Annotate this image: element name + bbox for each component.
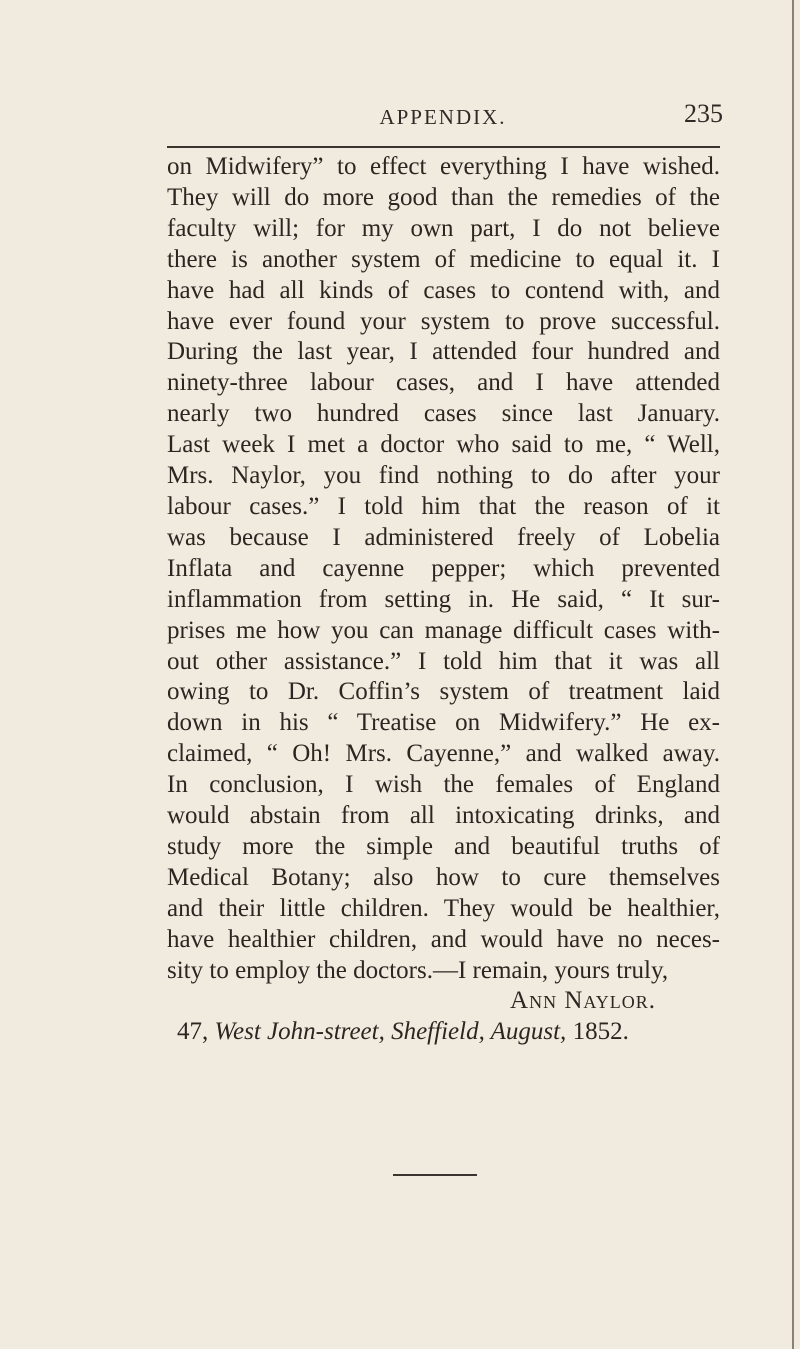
text-line: In conclusion, I wish the females of England (167, 771, 720, 799)
header-rule (167, 146, 720, 148)
page-number: 235 (684, 99, 723, 128)
address-line (167, 1017, 720, 1048)
text-line: prises me how you can manage difficult cases with- (167, 616, 720, 644)
text-line: Last week I met a doctor who said to me, “ Well, (167, 431, 720, 459)
text-line: there is another system of medicine to equal it. I (167, 245, 720, 273)
text-line: Medical Botany; also how to cure themselves (167, 863, 720, 891)
text-line: labour cases.” I told him that the reason of it (167, 492, 720, 520)
text-line: During the last year, I attended four hundred and (167, 338, 720, 366)
text-line: nearly two hundred cases since last January. (167, 400, 720, 428)
running-head: APPENDIX. (379, 105, 507, 129)
signature: Ann Naylor. (510, 987, 656, 1015)
address-year: 1852. (572, 1018, 629, 1046)
text-line: faculty will; for my own part, I do not believe (167, 214, 720, 242)
address-street: West John-street, Sheffield, August, (214, 1018, 567, 1046)
text-line: ninety-three labour cases, and I have attended (167, 369, 720, 397)
text-line: study more the simple and beautiful truths of (167, 832, 720, 860)
letter-body (167, 152, 720, 1048)
text-line: claimed, “ Oh! Mrs. Cayenne,” and walked away. (167, 740, 720, 768)
text-line: have had all kinds of cases to contend with, and (167, 276, 720, 304)
closing-rule (393, 1174, 477, 1176)
text-line: Mrs. Naylor, you find nothing to do after your (167, 462, 720, 490)
text-line: have ever found your system to prove successful. (167, 307, 720, 335)
text-line: on Midwifery” to effect everything I have wished. (167, 153, 720, 180)
text-line: was because I administered freely of Lobelia (167, 523, 720, 551)
address-number: 47, (177, 1018, 209, 1046)
text-line: would abstain from all intoxicating drinks, and (167, 802, 720, 830)
text-line: sity to employ the doctors.—I remain, yours truly, (167, 956, 669, 984)
text-line: They will do more good than the remedies of the (167, 183, 720, 211)
text-line: out other assistance.” I told him that it was all (167, 647, 720, 675)
text-line: owing to Dr. Coffin’s system of treatment laid (167, 678, 720, 706)
text-line: have healthier children, and would have no neces- (167, 925, 720, 953)
page-header (163, 99, 723, 137)
page-edge-line (792, 0, 794, 1349)
text-line: inflammation from setting in. He said, “ It sur- (167, 585, 720, 613)
text-line: and their little children. They would be healthier, (167, 894, 720, 922)
text-line: down in his “ Treatise on Midwifery.” He ex- (167, 709, 720, 737)
text-line: Inflata and cayenne pepper; which prevented (167, 554, 720, 582)
